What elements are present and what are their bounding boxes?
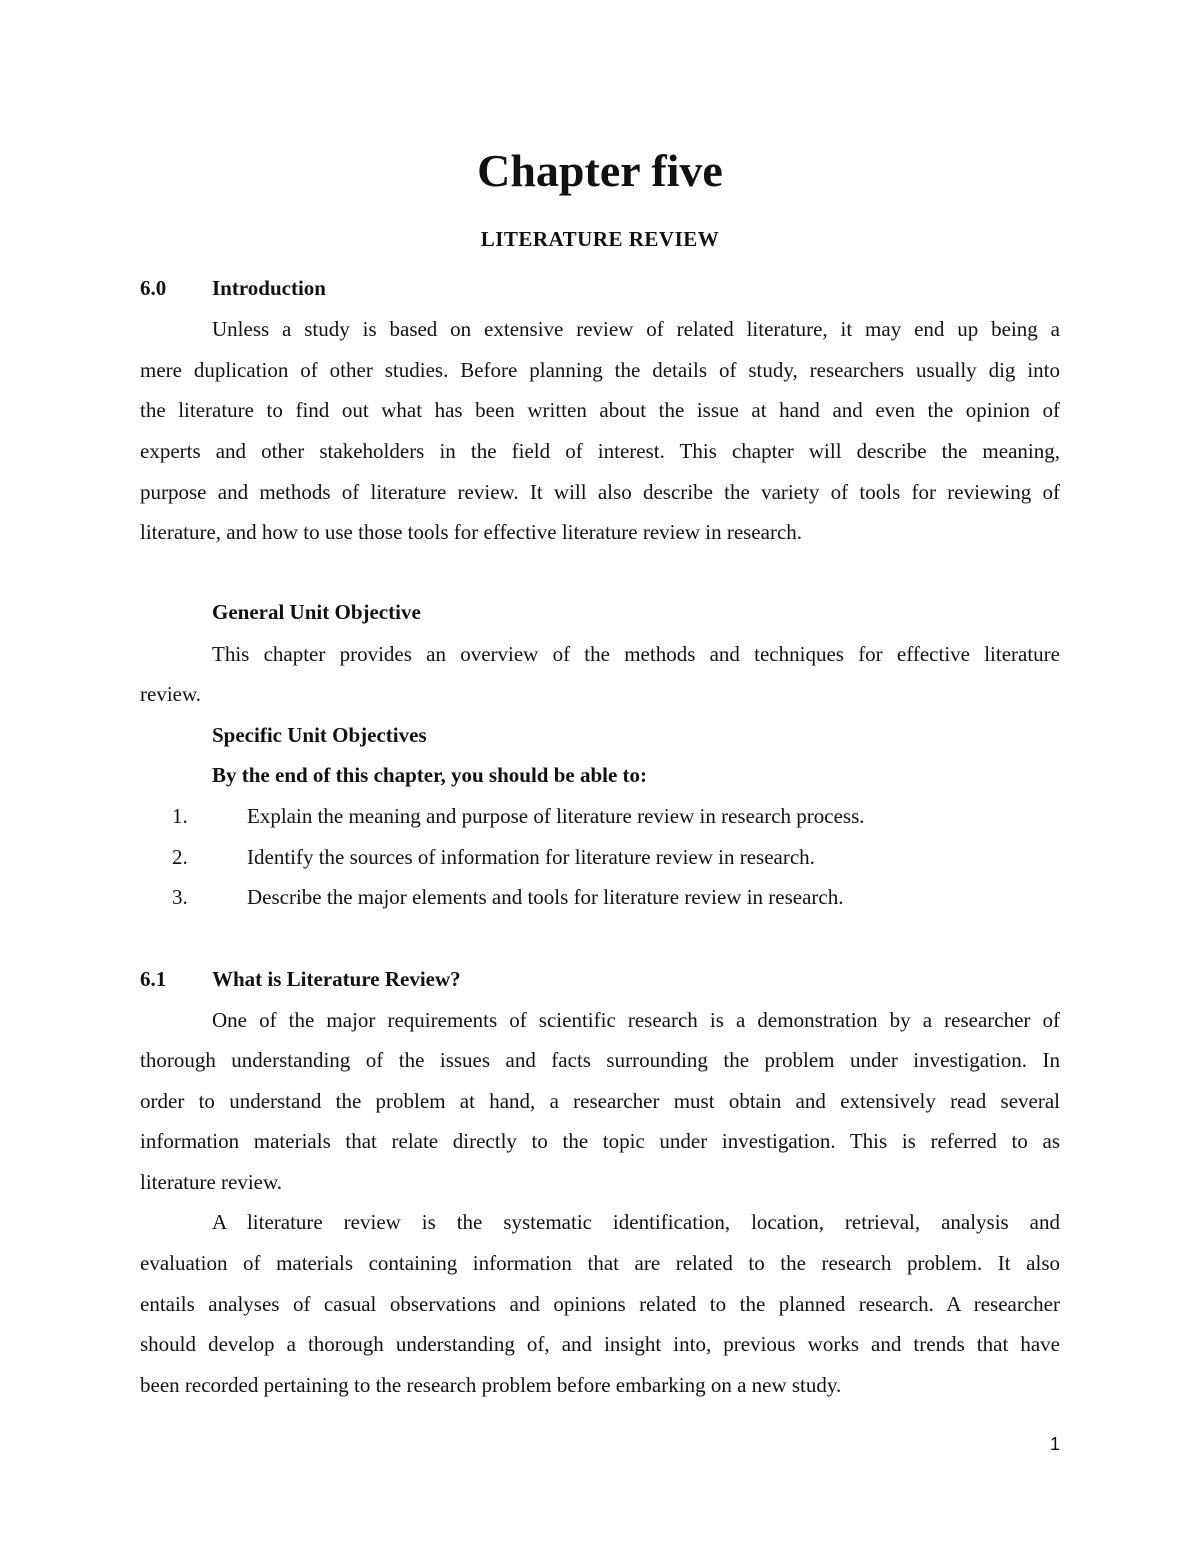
section-title: What is Literature Review? [212,967,461,991]
body-line: literature review. [140,1170,283,1194]
general-objective-heading: General Unit Objective [212,600,421,624]
body-line: evaluation of materials containing information that are related to the research problem. It also [140,1251,1060,1275]
section-number: 6.0 [140,276,167,300]
chapter-subtitle: LITERATURE REVIEW [480,227,720,251]
body-line: been recorded pertaining to the research problem before embarking on a new study. [140,1373,842,1397]
specific-objectives-lead: By the end of this chapter, you should be able to: [212,763,648,787]
body-line: A literature review is the systematic identification, location, retrieval, analysis and [212,1210,1060,1234]
section-title: Introduction [212,276,326,300]
objective-text: Identify the sources of information for literature review in research. [247,845,815,869]
body-line: entails analyses of casual observations and opinions related to the planned research. A researcher [140,1292,1060,1316]
general-objective-line: review. [140,682,202,706]
intro-line: the literature to find out what has been written about the issue at hand and even the opinion of [140,398,1060,422]
body-line: One of the major requirements of scientific research is a demonstration by a researcher of [212,1008,1060,1032]
intro-line: purpose and methods of literature review. It will also describe the variety of tools for reviewing of [140,480,1060,504]
chapter-title: Chapter five [477,145,723,196]
intro-line: Unless a study is based on extensive review of related literature, it may end up being a [212,317,1060,341]
specific-objectives-heading: Specific Unit Objectives [212,723,427,747]
body-line: should develop a thorough understanding of, and insight into, previous works and trends that have [140,1332,1060,1356]
body-line: thorough understanding of the issues and facts surrounding the problem under investigation. In [140,1048,1060,1072]
general-objective-line: This chapter provides an overview of the methods and techniques for effective literature [212,642,1060,666]
page-number: 1 [1049,1434,1060,1454]
objective-number: 3. [172,885,188,909]
objective-number: 2. [172,845,188,869]
intro-line: literature, and how to use those tools for effective literature review in research. [140,520,803,544]
section-number: 6.1 [140,967,167,991]
body-line: information materials that relate directly to the topic under investigation. This is referred to as [140,1129,1060,1153]
intro-line: mere duplication of other studies. Before planning the details of study, researchers usually dig into [140,358,1060,382]
intro-line: experts and other stakeholders in the field of interest. This chapter will describe the meaning, [140,439,1060,463]
body-line: order to understand the problem at hand, a researcher must obtain and extensively read several [140,1089,1060,1113]
objective-number: 1. [172,804,188,828]
objective-text: Explain the meaning and purpose of literature review in research process. [247,804,865,828]
objective-text: Describe the major elements and tools for literature review in research. [247,885,844,909]
